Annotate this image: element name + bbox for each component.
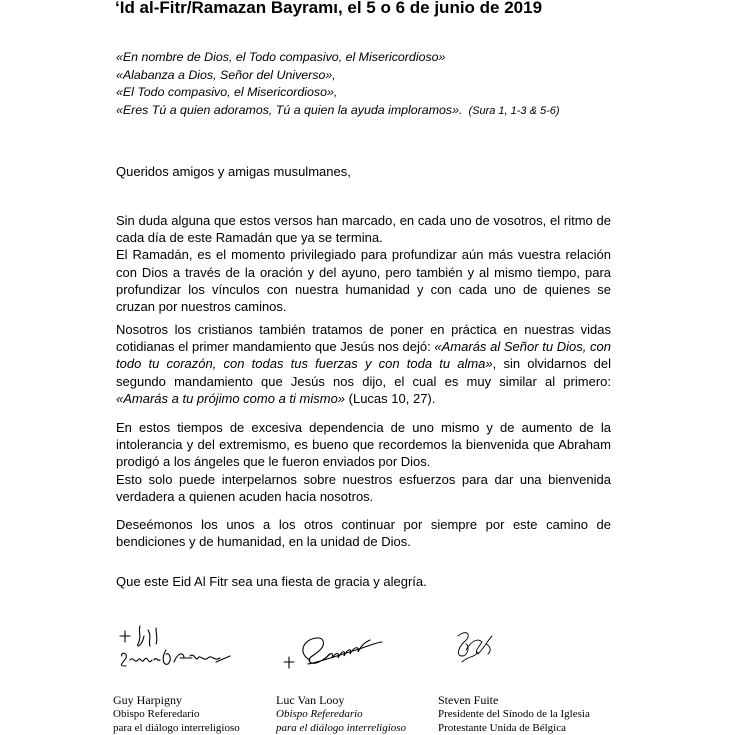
paragraph-1b: El Ramadán, es el momento privilegiado para profundizar aún más vuestra relación con Dios a través de la oración y del ayuno, pero también y al mismo tiempo, para profundizar los vínculos con nuestra humanidad y con cada uno de quienes se cruzan por nuestros caminos. [116,247,611,315]
signatory-van-looy [276,693,407,734]
paragraph-1a: Sin duda alguna que estos versos han marcado, en cada uno de vosotros, el ritmo de cada día de este Ramadán que ya se termina. [116,213,611,246]
quran-quote-block [116,49,560,120]
paragraph-4: Deseémonos los unos a los otros continuar por siempre por este camino de bendiciones y de humanidad, en la unidad de Dios. [116,517,611,550]
signatory-harpigny [113,693,240,734]
paragraph-1 [116,212,611,315]
signatory-role-line2: para el diálogo interreligioso [113,722,240,734]
quote-line: «En nombre de Dios, el Todo compasivo, el Misericordioso» [116,50,446,64]
signatory-role: Obispo Referedario [113,708,200,720]
quote-reference: (Sura 1, 1-3 & 5-6) [468,104,560,117]
signature-fuite [448,626,508,670]
document-title: ‘Id al-Fitr/Ramazan Bayramı, el 5 o 6 de junio de 2019 [115,0,543,17]
paragraph-3b: Esto solo puede interpelarnos sobre nuestros esfuerzos para dar una bienvenida verdadera a quienen acuden hacia nosotros. [116,471,611,504]
first-commandment-quote: «Amarás al Señor tu Dios, con todo tu corazón, con todas tus fuerzas y con toda tu alma» [116,339,611,372]
signatory-role: Obispo Referedario [276,708,363,720]
signature-harpigny [112,622,242,684]
signatory-name: Steven Fuite [438,693,499,707]
greeting: Queridos amigos y amigas musulmanes, [116,164,351,179]
paragraph-3 [116,419,611,505]
signature-van-looy [280,628,410,678]
paragraph-3a: En estos tiempos de excesiva dependencia de uno mismo y de aumento de la intolerancia y del extremismo, es bueno que recordemos la bienvenida que Abraham prodigó a los ángeles que le fueron enviados por Dios. [116,420,611,470]
second-commandment-quote: «Amarás a tu prójimo como a ti mismo» [116,390,346,406]
paragraph-2: Nosotros los cristianos también tratamos de poner en práctica en nuestras vidas cotidianas el primer mandamiento que Jesús nos dejó: «Amarás al Señor tu Dios, con todo tu corazón, con todas tus fuerzas y con toda tu alma», sin olvidarnos del segundo mandamiento que Jesús nos dijo, el cual es muy similar al primero: «Amarás a tu prójimo como a ti mismo» (Lucas 10, 27). [116,322,612,406]
quote-line: «El Todo compasivo, el Misericordioso», [116,85,338,99]
quote-line: «Eres Tú a quien adoramos, Tú a quien la ayuda imploramos». (Sura 1, 1-3 & 5-6) [116,102,560,117]
closing-line: Que este Eid Al Fitr sea una fiesta de gracia y alegría. [116,574,427,589]
signatory-role-line2: Protestante Unida de Bélgica [438,722,566,734]
signatory-name: Guy Harpigny [113,693,182,707]
quote-line: «Alabanza a Dios, Señor del Universo», [116,67,336,82]
signatory-role: Presidente del Sínodo de la Iglesia [438,708,590,720]
signatory-role-line2: para el diálogo interreligioso [276,722,407,734]
signatory-name: Luc Van Looy [276,693,345,707]
bible-reference: (Lucas 10, 27). [345,390,436,406]
signatory-fuite [438,693,590,734]
